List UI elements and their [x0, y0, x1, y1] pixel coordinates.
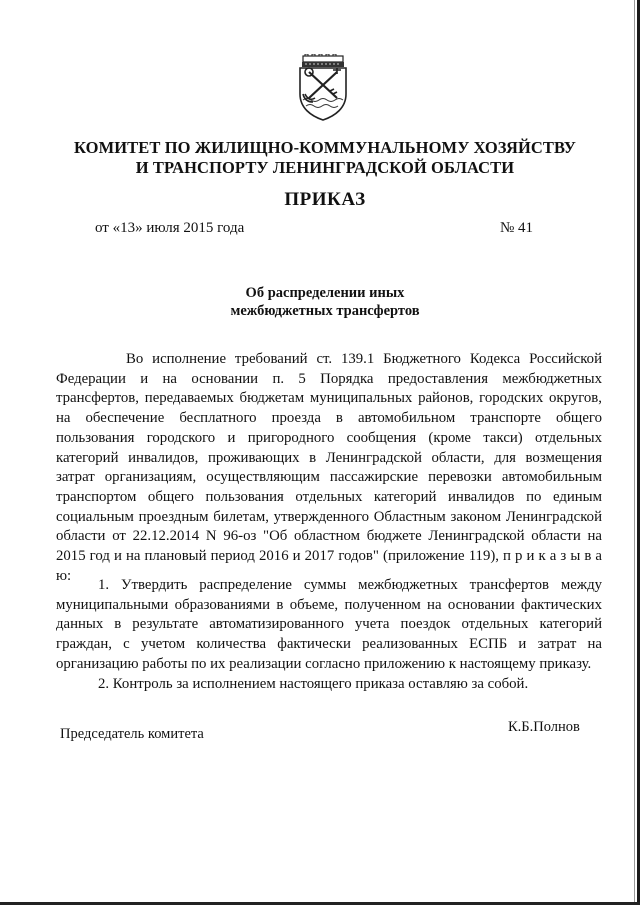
order-items	[56, 576, 602, 694]
subject-line-2: межбюджетных трансфертов	[230, 303, 420, 319]
document-type: ПРИКАЗ	[284, 189, 366, 210]
signer-title: Председатель комитета	[60, 726, 204, 742]
committee-line-2: И ТРАНСПОРТУ ЛЕНИНГРАДСКОЙ ОБЛАСТИ	[135, 158, 515, 177]
coat-of-arms-icon	[297, 54, 349, 122]
preamble-section	[56, 350, 602, 586]
order-item-1: 1. Утвердить распределение суммы межбюджетных трансфертов между муниципальными образованиями в объеме, полученном на основании фактических данных в результате автоматизированного учета поездок отдельных категорий граждан, с учетом количества фактически реализованных ЕСПБ и затрат на организацию работы по их реализации согласно приложению к настоящему приказу.	[56, 577, 602, 672]
preamble-paragraph: Во исполнение требований ст. 139.1 Бюджетного Кодекса Российской Федерации и на основании п. 5 Порядка предоставления межбюджетных трансфертов, передаваемых бюджетам муниципальных районов, городских округов, на обеспечение бесплатного проезда в автомобильном транспорте общего пользования городского и пригородного сообщения (кроме такси) отдельных категорий инвалидов, проживающих в Ленинградской области, для возмещения затрат организациям, осуществляющим пассажирские перевозки автомобильным транспортом общего пользования отдельных категорий инвалидов по единым социальным проездным билетам, утвержденного Областным законом Ленинградской области от 22.12.2014 N 96-оз "Об областном бюджете Ленинградской области на 2015 год и на плановый период 2016 и 2017 годов" (приложение 119), п р и к а з ы в а ю:	[56, 351, 602, 584]
document-subject	[180, 284, 470, 320]
committee-line-1: КОМИТЕТ ПО ЖИЛИЩНО-КОММУНАЛЬНОМУ ХОЗЯЙСТВУ	[73, 138, 576, 157]
subject-line-1: Об распределении иных	[245, 285, 405, 301]
document-number: № 41	[500, 220, 534, 236]
order-item-2: 2. Контроль за исполнением настоящего приказа оставляю за собой.	[98, 675, 529, 692]
document-date: от «13» июля 2015 года	[95, 220, 245, 236]
signer-name: К.Б.Полнов	[508, 719, 580, 735]
committee-name	[60, 138, 590, 178]
scan-edge-line	[634, 0, 635, 905]
